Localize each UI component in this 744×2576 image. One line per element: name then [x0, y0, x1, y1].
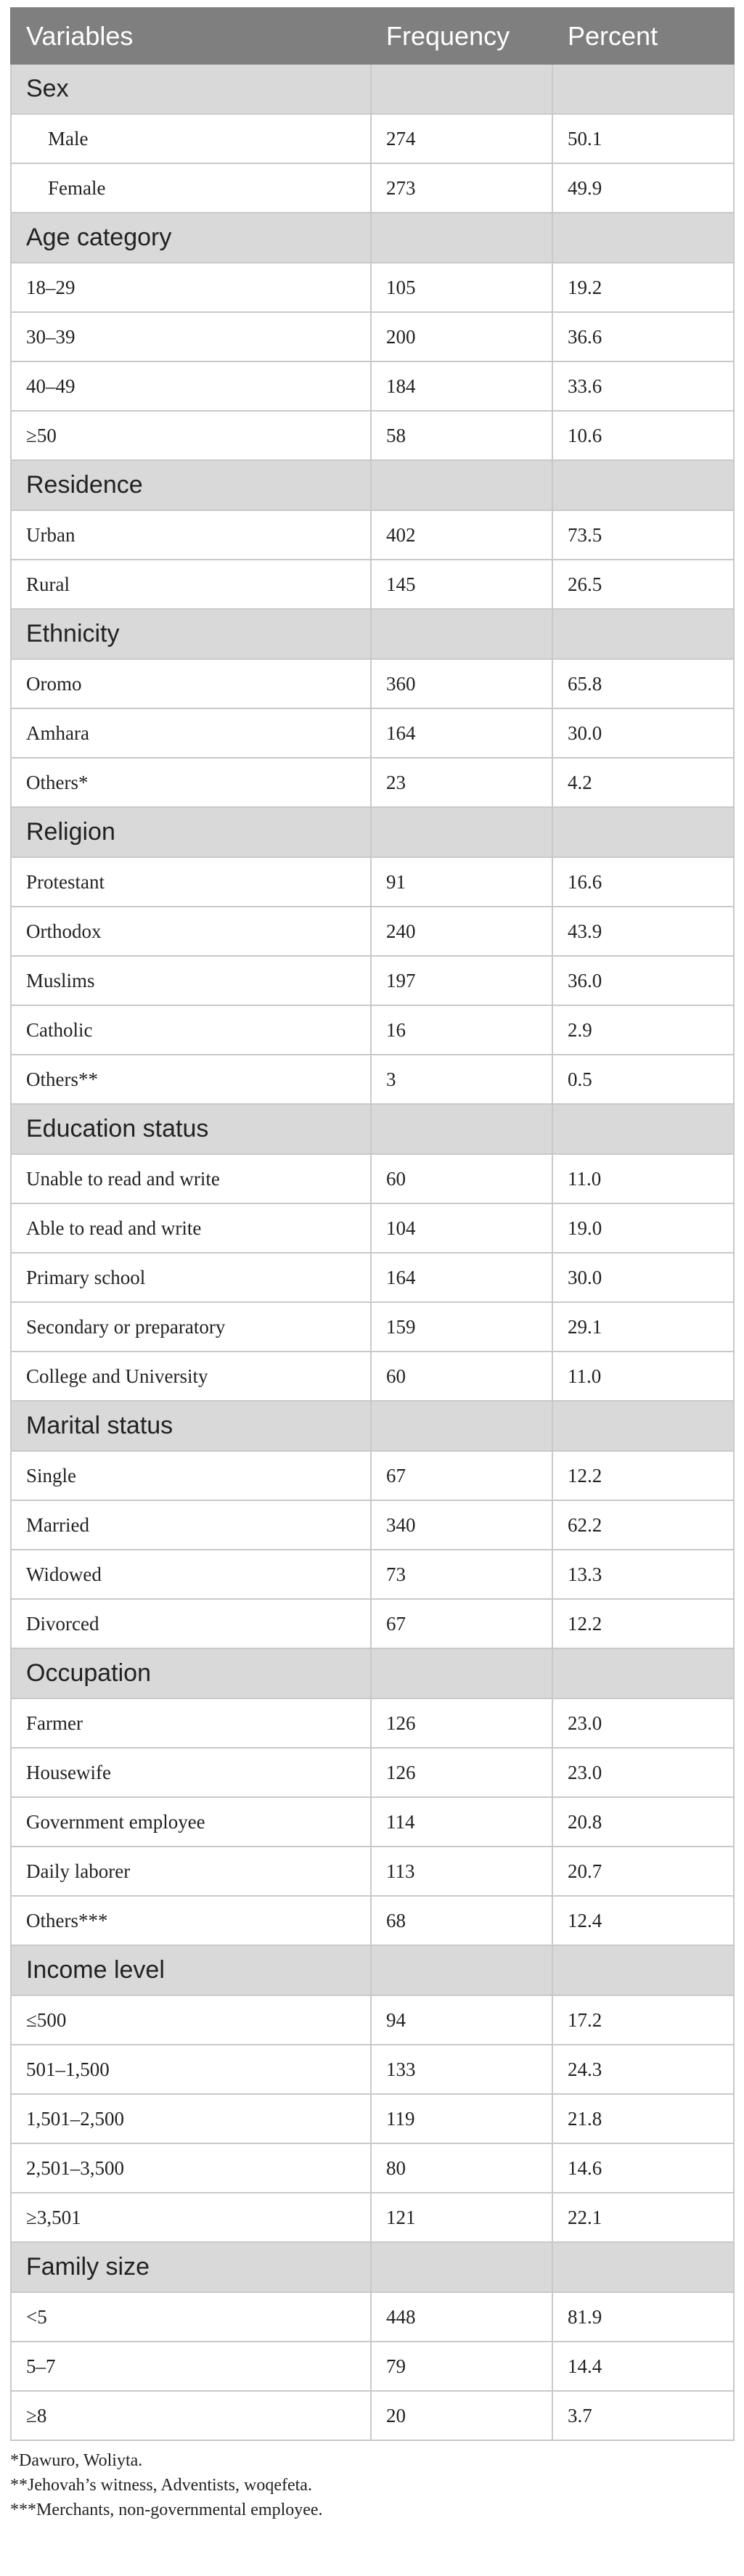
row-frequency: 126 — [371, 1748, 552, 1797]
row-label: Single — [11, 1451, 371, 1500]
category-title: Age category — [11, 213, 371, 263]
row-percent: 33.6 — [552, 361, 734, 411]
row-percent: 49.9 — [552, 163, 734, 213]
header-percent: Percent — [552, 8, 734, 64]
category-frequency-empty — [371, 1648, 552, 1698]
table-row — [11, 1748, 734, 1797]
category-title: Ethnicity — [11, 609, 371, 659]
header-frequency: Frequency — [371, 8, 552, 64]
row-frequency: 164 — [371, 708, 552, 758]
table-row — [11, 1203, 734, 1253]
table-row — [11, 1797, 734, 1847]
row-frequency: 133 — [371, 2045, 552, 2094]
row-percent: 16.6 — [552, 857, 734, 907]
table-row — [11, 2292, 734, 2342]
footnote: *Dawuro, Woliyta. — [10, 2451, 143, 2470]
row-percent: 62.2 — [552, 1500, 734, 1550]
row-label: Rural — [11, 560, 371, 609]
table-row — [11, 1599, 734, 1648]
row-percent: 26.5 — [552, 560, 734, 609]
row-frequency: 105 — [371, 263, 552, 312]
row-percent: 4.2 — [552, 758, 734, 807]
row-label: Unable to read and write — [11, 1154, 371, 1203]
table-row — [11, 1055, 734, 1104]
category-percent-empty — [552, 1401, 734, 1451]
table-row — [11, 1896, 734, 1945]
row-frequency: 16 — [371, 1005, 552, 1055]
table-row — [11, 1352, 734, 1401]
row-label: ≥8 — [11, 2391, 371, 2440]
category-row — [11, 1945, 734, 1995]
row-label: Amhara — [11, 708, 371, 758]
category-percent-empty — [552, 1104, 734, 1154]
category-title: Family size — [11, 2242, 371, 2292]
row-percent: 3.7 — [552, 2391, 734, 2440]
table-row — [11, 1302, 734, 1352]
row-frequency: 114 — [371, 1797, 552, 1847]
row-percent: 12.4 — [552, 1896, 734, 1945]
row-percent: 30.0 — [552, 1253, 734, 1302]
row-frequency: 126 — [371, 1698, 552, 1748]
row-label: ≤500 — [11, 1995, 371, 2045]
category-percent-empty — [552, 460, 734, 510]
demographics-table — [10, 7, 735, 2441]
row-percent: 17.2 — [552, 1995, 734, 2045]
category-title: Marital status — [11, 1401, 371, 1451]
row-percent: 20.7 — [552, 1847, 734, 1896]
row-percent: 11.0 — [552, 1352, 734, 1401]
row-frequency: 197 — [371, 956, 552, 1005]
row-percent: 21.8 — [552, 2094, 734, 2143]
table-row — [11, 361, 734, 411]
table-container — [10, 7, 733, 2522]
category-frequency-empty — [371, 1401, 552, 1451]
category-percent-empty — [552, 64, 734, 114]
row-frequency: 402 — [371, 510, 552, 560]
row-frequency: 68 — [371, 1896, 552, 1945]
row-percent: 36.0 — [552, 956, 734, 1005]
row-percent: 24.3 — [552, 2045, 734, 2094]
category-title: Occupation — [11, 1648, 371, 1698]
table-row — [11, 1550, 734, 1599]
row-percent: 36.6 — [552, 312, 734, 361]
table-row — [11, 114, 734, 163]
row-label: Others*** — [11, 1896, 371, 1945]
row-frequency: 79 — [371, 2342, 552, 2391]
row-label: 1,501–2,500 — [11, 2094, 371, 2143]
row-label: 2,501–3,500 — [11, 2143, 371, 2193]
row-label: Female — [11, 163, 371, 213]
category-row — [11, 64, 734, 114]
row-frequency: 58 — [371, 411, 552, 460]
row-percent: 23.0 — [552, 1698, 734, 1748]
table-row — [11, 1154, 734, 1203]
category-percent-empty — [552, 1945, 734, 1995]
row-percent: 12.2 — [552, 1451, 734, 1500]
header-row — [11, 8, 734, 64]
category-row — [11, 807, 734, 857]
table-row — [11, 1995, 734, 2045]
category-title: Education status — [11, 1104, 371, 1154]
table-row — [11, 1500, 734, 1550]
category-frequency-empty — [371, 460, 552, 510]
table-row — [11, 510, 734, 560]
row-label: <5 — [11, 2292, 371, 2342]
row-percent: 13.3 — [552, 1550, 734, 1599]
row-frequency: 159 — [371, 1302, 552, 1352]
row-frequency: 60 — [371, 1352, 552, 1401]
row-percent: 43.9 — [552, 907, 734, 956]
row-percent: 29.1 — [552, 1302, 734, 1352]
row-frequency: 80 — [371, 2143, 552, 2193]
row-frequency: 73 — [371, 1550, 552, 1599]
row-label: Secondary or preparatory — [11, 1302, 371, 1352]
category-frequency-empty — [371, 1104, 552, 1154]
category-row — [11, 609, 734, 659]
category-percent-empty — [552, 213, 734, 263]
category-row — [11, 213, 734, 263]
row-percent: 12.2 — [552, 1599, 734, 1648]
row-frequency: 240 — [371, 907, 552, 956]
row-label: Housewife — [11, 1748, 371, 1797]
table-row — [11, 263, 734, 312]
category-title: Religion — [11, 807, 371, 857]
row-frequency: 94 — [371, 1995, 552, 2045]
category-frequency-empty — [371, 1945, 552, 1995]
category-percent-empty — [552, 609, 734, 659]
row-percent: 30.0 — [552, 708, 734, 758]
row-percent: 73.5 — [552, 510, 734, 560]
category-row — [11, 1648, 734, 1698]
category-row — [11, 1104, 734, 1154]
table-row — [11, 2045, 734, 2094]
row-label: Others* — [11, 758, 371, 807]
row-label: Farmer — [11, 1698, 371, 1748]
row-percent: 14.4 — [552, 2342, 734, 2391]
row-frequency: 164 — [371, 1253, 552, 1302]
category-frequency-empty — [371, 213, 552, 263]
category-percent-empty — [552, 2242, 734, 2292]
row-label: Others** — [11, 1055, 371, 1104]
category-row — [11, 1401, 734, 1451]
row-percent: 20.8 — [552, 1797, 734, 1847]
row-frequency: 91 — [371, 857, 552, 907]
table-row — [11, 1698, 734, 1748]
category-frequency-empty — [371, 807, 552, 857]
table-row — [11, 708, 734, 758]
table-row — [11, 1451, 734, 1500]
row-frequency: 104 — [371, 1203, 552, 1253]
row-label: College and University — [11, 1352, 371, 1401]
footnotes — [10, 2448, 733, 2522]
table-row — [11, 857, 734, 907]
row-label: Widowed — [11, 1550, 371, 1599]
category-title: Residence — [11, 460, 371, 510]
category-frequency-empty — [371, 2242, 552, 2292]
row-frequency: 121 — [371, 2193, 552, 2242]
category-percent-empty — [552, 1648, 734, 1698]
row-percent: 50.1 — [552, 114, 734, 163]
row-percent: 65.8 — [552, 659, 734, 708]
row-frequency: 20 — [371, 2391, 552, 2440]
row-label: Orthodox — [11, 907, 371, 956]
row-label: Protestant — [11, 857, 371, 907]
row-percent: 11.0 — [552, 1154, 734, 1203]
row-percent: 19.0 — [552, 1203, 734, 1253]
row-frequency: 200 — [371, 312, 552, 361]
table-row — [11, 1005, 734, 1055]
row-percent: 2.9 — [552, 1005, 734, 1055]
row-frequency: 23 — [371, 758, 552, 807]
row-frequency: 448 — [371, 2292, 552, 2342]
row-percent: 14.6 — [552, 2143, 734, 2193]
table-row — [11, 163, 734, 213]
row-frequency: 67 — [371, 1599, 552, 1648]
row-label: ≥50 — [11, 411, 371, 460]
row-percent: 81.9 — [552, 2292, 734, 2342]
row-frequency: 113 — [371, 1847, 552, 1896]
row-frequency: 184 — [371, 361, 552, 411]
row-frequency: 119 — [371, 2094, 552, 2143]
category-percent-empty — [552, 807, 734, 857]
row-frequency: 145 — [371, 560, 552, 609]
row-label: Able to read and write — [11, 1203, 371, 1253]
row-label: Married — [11, 1500, 371, 1550]
table-body — [11, 64, 734, 2440]
row-label: Divorced — [11, 1599, 371, 1648]
category-title: Income level — [11, 1945, 371, 1995]
category-row — [11, 460, 734, 510]
table-row — [11, 659, 734, 708]
row-frequency: 340 — [371, 1500, 552, 1550]
row-label: 30–39 — [11, 312, 371, 361]
row-frequency: 273 — [371, 163, 552, 213]
table-row — [11, 907, 734, 956]
row-percent: 10.6 — [552, 411, 734, 460]
table-row — [11, 560, 734, 609]
row-label: Catholic — [11, 1005, 371, 1055]
table-row — [11, 2143, 734, 2193]
category-title: Sex — [11, 64, 371, 114]
footnote: **Jehovah’s witness, Adventists, woqefeta. — [10, 2476, 312, 2495]
row-frequency: 360 — [371, 659, 552, 708]
table-row — [11, 1253, 734, 1302]
row-label: Muslims — [11, 956, 371, 1005]
row-percent: 22.1 — [552, 2193, 734, 2242]
table-row — [11, 758, 734, 807]
row-frequency: 3 — [371, 1055, 552, 1104]
row-label: Daily laborer — [11, 1847, 371, 1896]
category-row — [11, 2242, 734, 2292]
row-frequency: 60 — [371, 1154, 552, 1203]
table-row — [11, 411, 734, 460]
table-row — [11, 2094, 734, 2143]
row-frequency: 274 — [371, 114, 552, 163]
row-label: Primary school — [11, 1253, 371, 1302]
row-label: Government employee — [11, 1797, 371, 1847]
table-row — [11, 2342, 734, 2391]
table-row — [11, 1847, 734, 1896]
row-label: Male — [11, 114, 371, 163]
row-label: 501–1,500 — [11, 2045, 371, 2094]
table-row — [11, 956, 734, 1005]
row-percent: 23.0 — [552, 1748, 734, 1797]
row-label: 40–49 — [11, 361, 371, 411]
category-frequency-empty — [371, 609, 552, 659]
row-percent: 19.2 — [552, 263, 734, 312]
row-label: Urban — [11, 510, 371, 560]
row-percent: 0.5 — [552, 1055, 734, 1104]
row-label: Oromo — [11, 659, 371, 708]
footnote: ***Merchants, non-governmental employee. — [10, 2501, 323, 2519]
row-label: ≥3,501 — [11, 2193, 371, 2242]
table-row — [11, 312, 734, 361]
row-label: 5–7 — [11, 2342, 371, 2391]
row-frequency: 67 — [371, 1451, 552, 1500]
table-row — [11, 2193, 734, 2242]
header-variables: Variables — [11, 8, 371, 64]
table-row — [11, 2391, 734, 2440]
row-label: 18–29 — [11, 263, 371, 312]
category-frequency-empty — [371, 64, 552, 114]
